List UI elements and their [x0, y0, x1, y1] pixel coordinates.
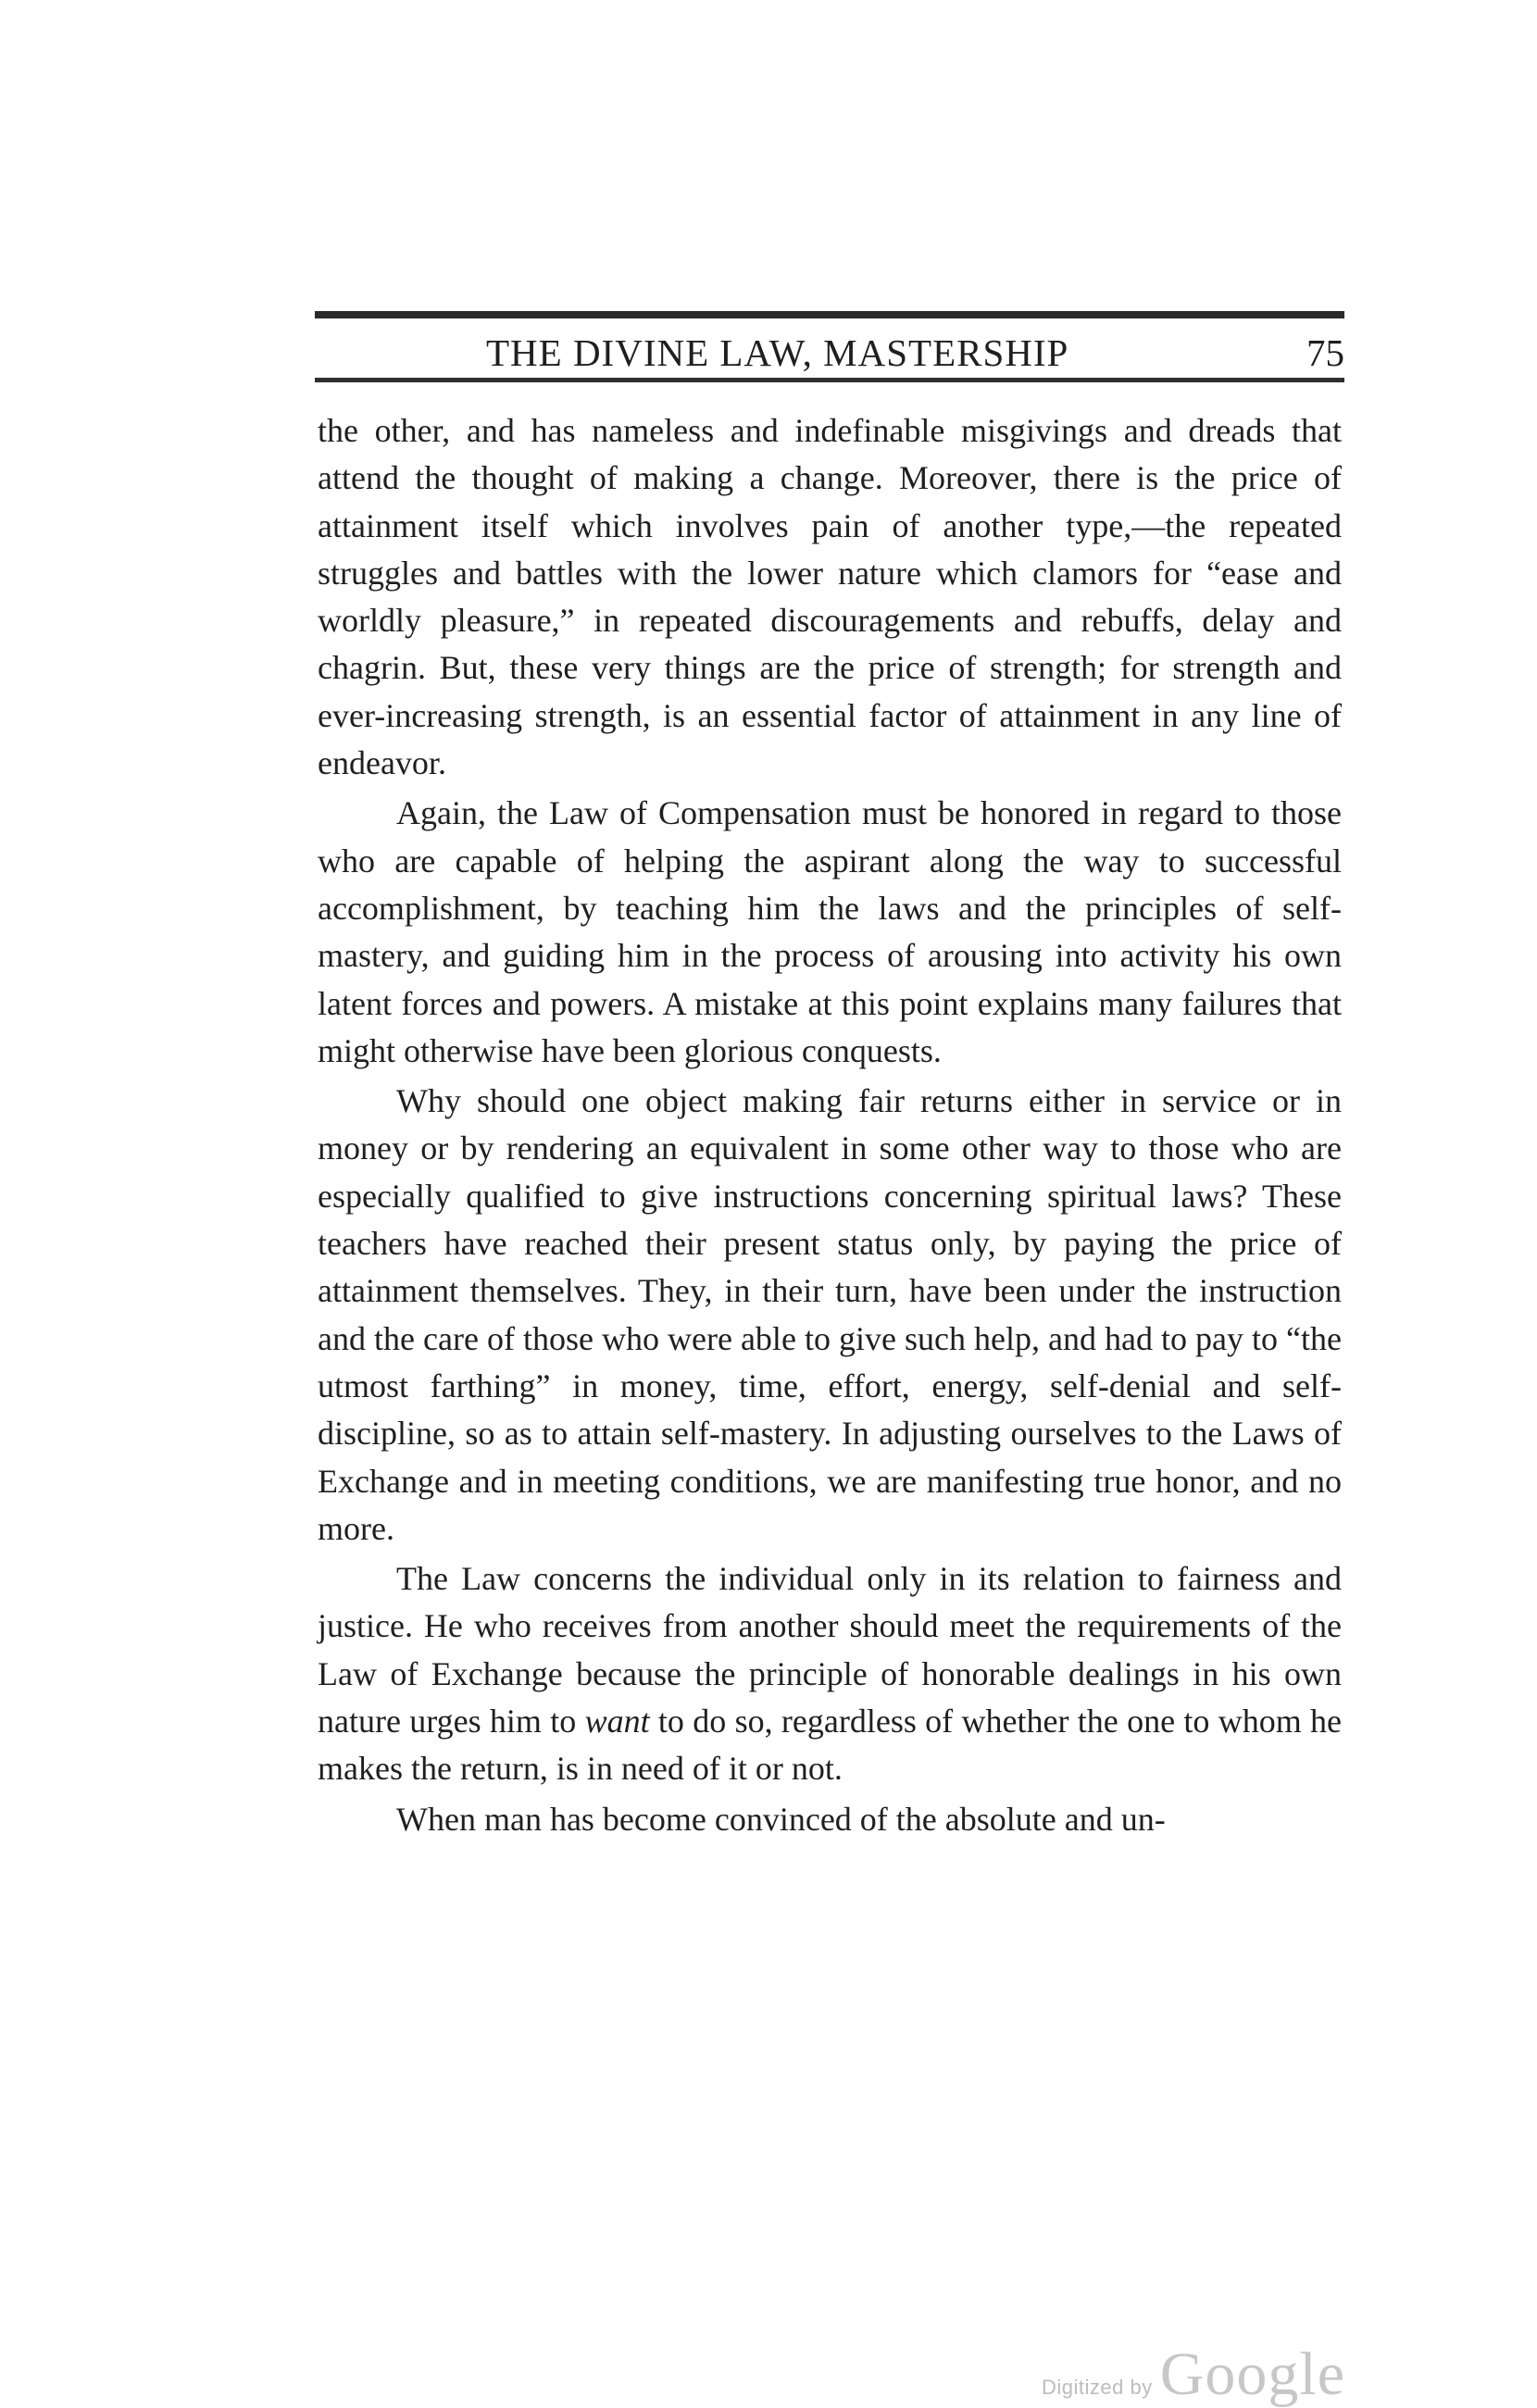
- watermark-prefix: Digitized by: [1042, 2376, 1153, 2399]
- page-header: [315, 311, 1344, 385]
- header-rule-top: [315, 311, 1344, 318]
- running-title: THE DIVINE LAW, MASTERSHIP: [486, 331, 1069, 374]
- paragraph-law-fairness: [318, 1555, 1342, 1792]
- page-number: 75: [1306, 331, 1344, 374]
- paragraph-compensation: Again, the Law of Compensation must be honored in regard to those who are capable of helping the aspirant along the way to successful accomplishment, by teaching him the laws and the principles of self-mastery, and guiding him in the process of arousing into activity his own latent forces and powers. A mistake at this point explains many failures that might otherwise have been glorious conquests.: [318, 794, 1342, 1069]
- digitized-watermark: [1042, 2342, 1345, 2407]
- paragraph-closing-fragment: When man has become convinced of the absolute and un-: [396, 1800, 1166, 1838]
- paragraph-returns: Why should one object making fair returns either in service or in money or by rendering an equivalent in some other way to those who are especially qualified to give instructions concerning spiritual laws? These teachers have reached their present status only, by paying the price of attainment themselves. They, in their turn, have been under the instruction and the care of those who were able to give such help, and had to pay to “the utmost farthing” in money, time, effort, energy, self-denial and self-discipline, so as to attain self-mastery. In adjusting ourselves to the Laws of Exchange and in meeting conditions, we are manifesting true honor, and no more.: [318, 1082, 1342, 1547]
- paragraph-continuation: the other, and has nameless and indefinable misgivings and dreads that attend the thought of making a change. Moreover, there is the price of attainment itself which involves pain of another type,—the repeated struggles and battles with the lower nature which clamors for “ease and worldly pleasure,” in repeated discouragements and rebuffs, delay and chagrin. But, these very things are the price of strength; for strength and ever-increasing strength, is an essential factor of attainment in any line of endeavor.: [318, 412, 1342, 782]
- paragraph-law-fairness-after: to do so, regardless of whether the one to whom he makes the return, is in need of it or not.: [318, 1703, 1343, 1788]
- paragraph-law-fairness-before: The Law concerns the individual only in its relation to fairness and justice. He who receives from another should meet the requirements of the Law of Exchange because the principle of honorable dealings in his own nature urges him to: [318, 1560, 1342, 1740]
- google-logo: Google: [1159, 2340, 1346, 2408]
- emphasis-want: want: [584, 1703, 650, 1740]
- page-body: [318, 407, 1342, 1843]
- header-rule-bottom: [315, 378, 1344, 382]
